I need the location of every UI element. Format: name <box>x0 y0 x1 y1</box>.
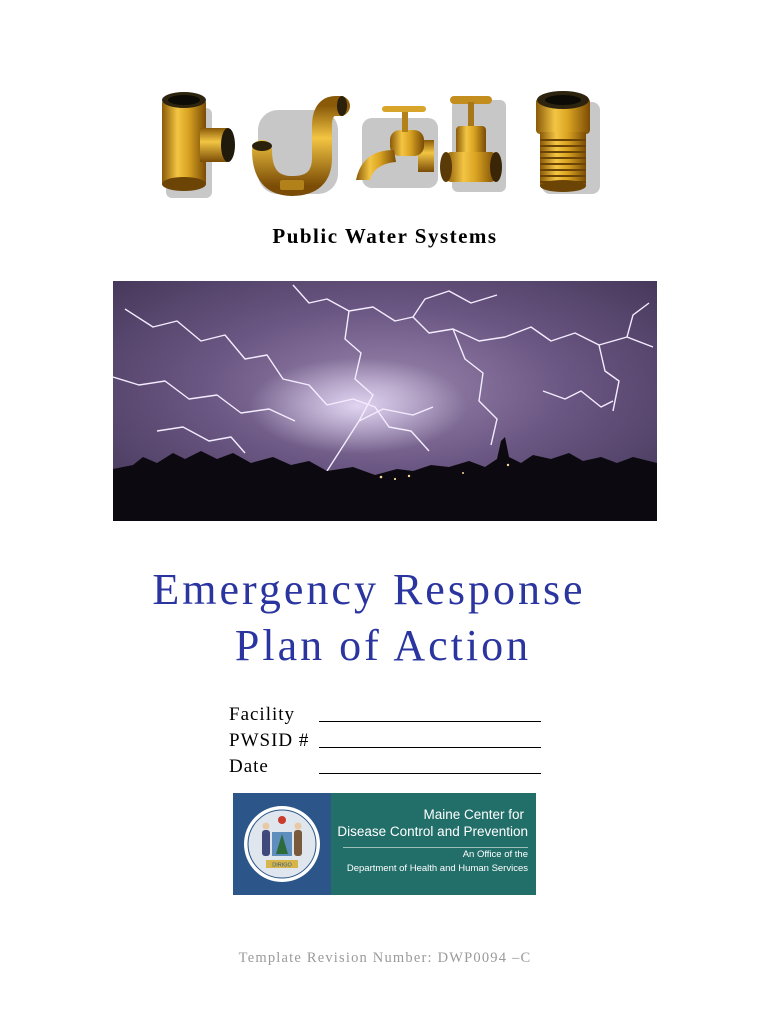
template-revision-number: Template Revision Number: DWP0094 –C <box>238 950 532 966</box>
pwsid-label: PWSID # <box>229 730 310 751</box>
date-blank-line[interactable] <box>319 755 541 774</box>
maine-cdc-logo <box>233 793 536 895</box>
cdc-text-panel <box>331 793 536 895</box>
date-label: Date <box>229 756 269 777</box>
facility-blank-line[interactable] <box>319 703 541 722</box>
pipe-fittings-banner <box>150 88 610 200</box>
date-row <box>229 754 541 780</box>
document-title-line2: Plan of Action <box>234 621 532 670</box>
document-subtitle: Public Water Systems <box>272 224 498 248</box>
maine-state-seal-icon <box>242 804 322 884</box>
threaded-nipple-icon <box>536 91 590 192</box>
info-form <box>229 702 541 780</box>
cdc-name-line1: Maine Center for <box>423 807 524 822</box>
seal-panel <box>233 793 331 895</box>
office-line2: Department of Health and Human Services <box>346 863 528 874</box>
pwsid-blank-line[interactable] <box>319 729 541 748</box>
seal-motto: DIRIGO <box>272 862 292 869</box>
cdc-name-line2: Disease Control and Prevention <box>337 824 528 839</box>
pwsid-row <box>229 728 541 754</box>
divider <box>343 847 528 848</box>
document-title-line1: Emergency Response <box>152 565 586 614</box>
office-line1: An Office of the <box>462 849 528 860</box>
tee-pipe-fitting-icon <box>162 92 235 191</box>
facility-label: Facility <box>229 704 296 725</box>
facility-row <box>229 702 541 728</box>
lightning-storm-photo <box>113 281 657 521</box>
